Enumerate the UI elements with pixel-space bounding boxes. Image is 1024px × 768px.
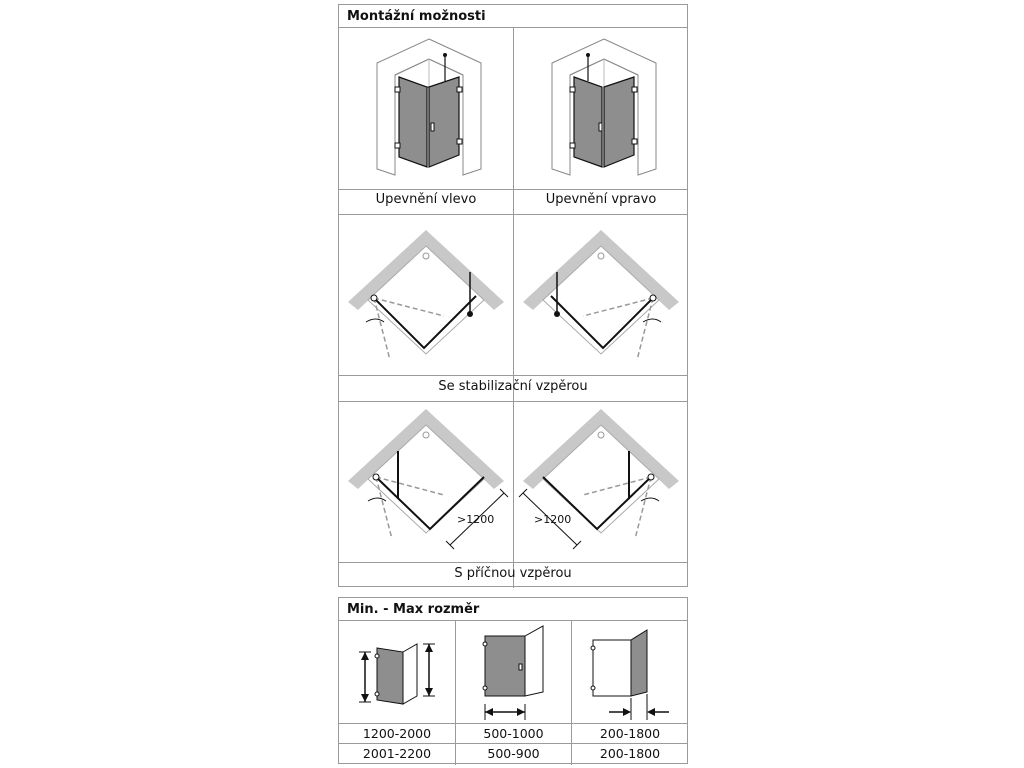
- panel-width-illustration: [587, 624, 682, 722]
- left-mount-label: Upevnění vlevo: [375, 192, 477, 207]
- mounting-options-title: Montážní možnosti: [339, 5, 687, 28]
- height-range-row1: 1200-2000: [362, 726, 432, 741]
- crossbar-left-plan: [344, 405, 509, 557]
- stabilizer-right-plan: [519, 220, 684, 370]
- door-width-illustration: [479, 624, 559, 722]
- door-width-row1: 500-1000: [483, 726, 544, 741]
- min-gap-left-label: >1200: [457, 513, 495, 526]
- crossbar-label: S příčnou vzpěrou: [454, 566, 572, 581]
- mounting-options-panel: [338, 4, 688, 587]
- stabilizer-left-plan: [344, 220, 509, 370]
- min-gap-right-label: >1200: [534, 513, 572, 526]
- panel-width-row2: 200-1800: [599, 746, 661, 761]
- height-range-row2: 2001-2200: [362, 746, 432, 761]
- row-divider: [339, 743, 687, 744]
- row-divider: [339, 375, 687, 376]
- stabilizer-label: Se stabilizační vzpěrou: [438, 379, 588, 394]
- column-divider: [513, 28, 514, 588]
- right-mount-illustration: [544, 35, 664, 185]
- dimensions-panel: [338, 597, 688, 764]
- panel-width-row1: 200-1800: [599, 726, 661, 741]
- row-divider: [339, 723, 687, 724]
- door-width-row2: 500-900: [487, 746, 540, 761]
- crossbar-right-plan: [519, 405, 684, 557]
- row-divider: [339, 401, 687, 402]
- height-range-illustration: [357, 638, 447, 710]
- left-mount-illustration: [369, 35, 489, 185]
- row-divider: [339, 189, 687, 190]
- row-divider: [339, 214, 687, 215]
- row-divider: [339, 562, 687, 563]
- dimensions-title: Min. - Max rozměr: [339, 598, 687, 621]
- right-mount-label: Upevnění vpravo: [545, 192, 657, 207]
